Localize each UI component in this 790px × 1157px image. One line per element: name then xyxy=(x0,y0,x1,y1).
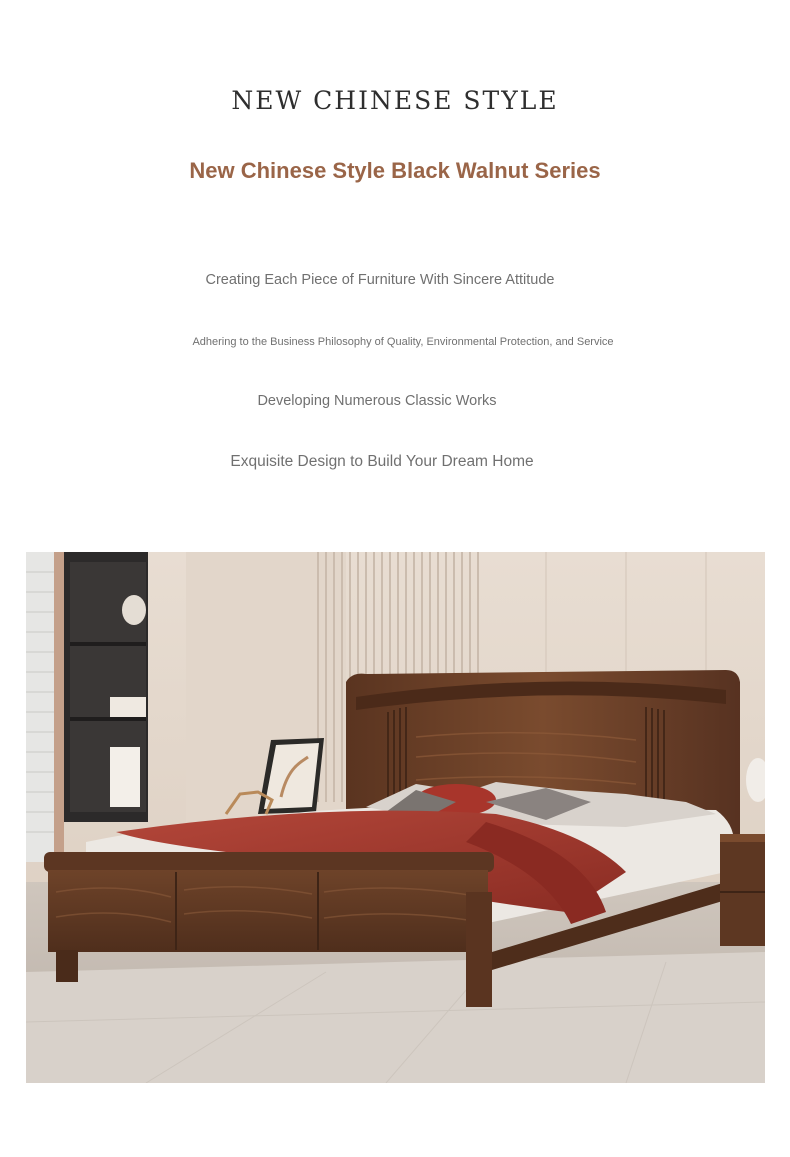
slogan-line: Developing Numerous Classic Works xyxy=(257,393,497,409)
page-title: NEW CHINESE STYLE xyxy=(231,86,559,115)
slogan-line: Adhering to the Business Philosophy of Quality, Environmental Protection, and Service xyxy=(192,336,614,348)
slogan-line: Creating Each Piece of Furniture With Sincere Attitude xyxy=(205,272,555,288)
walnut-bed-illustration xyxy=(26,552,765,1083)
slogan-line: Exquisite Design to Build Your Dream Home xyxy=(230,453,534,470)
series-subtitle: New Chinese Style Black Walnut Series xyxy=(189,158,601,183)
bedroom-photo xyxy=(26,552,765,1083)
